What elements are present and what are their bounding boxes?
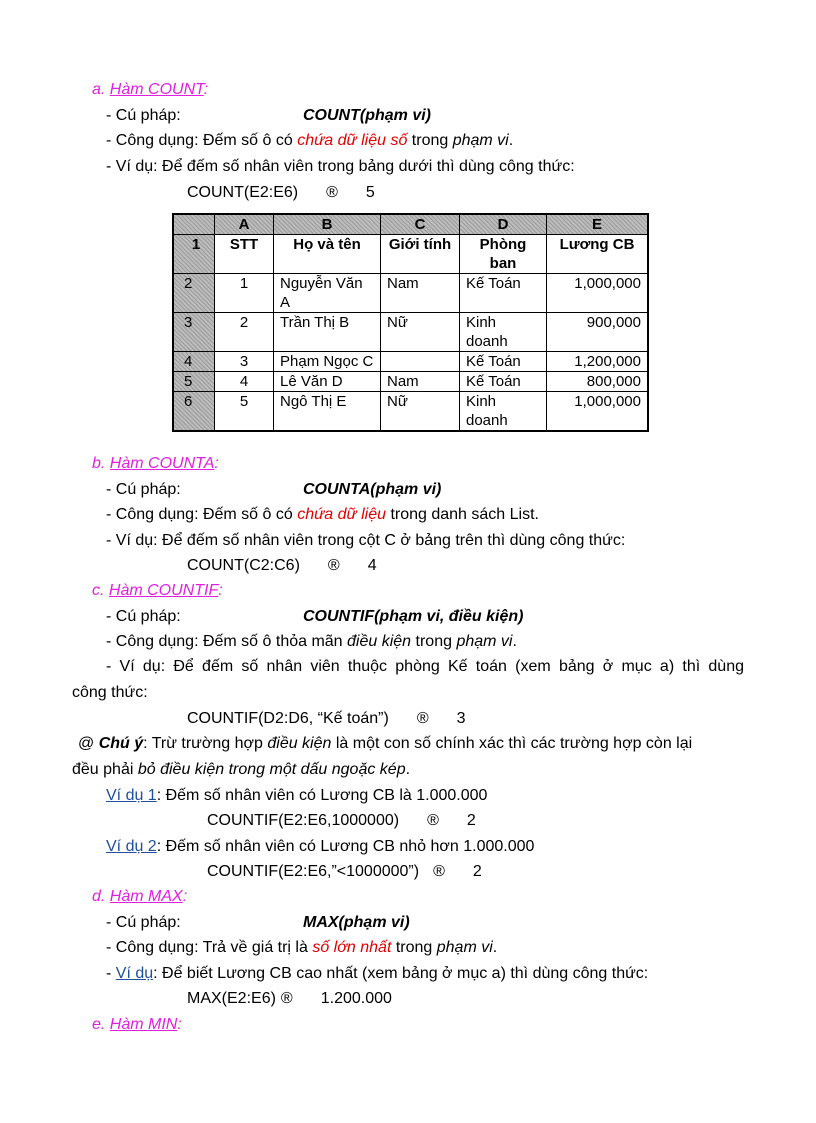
cell-salary: 900,000 [547,313,649,352]
header-gender: Giới tính [381,235,460,274]
cell-dept: Kế Toán [460,274,547,313]
countif-usage: - Công dụng: Đếm số ô thỏa mãn điều kiện trong phạm vi. [106,633,517,650]
table-row [173,392,648,432]
max-syntax-label: - Cú pháp: [106,914,181,931]
cell-dept: Kế Toán [460,372,547,392]
countif-syntax: COUNTIF(phạm vi, điều kiện) [303,608,524,625]
count-syntax: COUNT(phạm vi) [303,107,431,124]
col-header-c: C [381,214,460,235]
cell-name: Ngô Thị E [274,392,381,432]
cell-gender: Nam [381,274,460,313]
heading-count: a. Hàm COUNT: [92,81,209,98]
example1-link[interactable]: Ví dụ 1 [106,787,157,804]
cell-dept: Kinh doanh [460,313,547,352]
cell-salary: 1,000,000 [547,274,649,313]
table-row [173,352,648,372]
cell-stt: 2 [215,313,274,352]
table-row [173,235,648,274]
cell-stt: 3 [215,352,274,372]
cell-gender [381,352,460,372]
cell-gender: Nữ [381,313,460,352]
countif-example-line2: công thức: [72,684,148,701]
example2-formula: COUNTIF(E2:E6,”<1000000”) ® 2 [207,863,482,880]
counta-formula: COUNT(C2:C6) ® 4 [187,557,377,574]
cell-name: Lê Văn D [274,372,381,392]
col-header-b: B [274,214,381,235]
row-number: 4 [173,352,215,372]
example1-text: Ví dụ 1: Đếm số nhân viên có Lương CB là 1.000.000 [106,787,488,804]
max-example-link[interactable]: Ví dụ [115,965,154,982]
heading-counta: b. Hàm COUNTA: [92,455,219,472]
max-example: - Ví dụ: Để biết Lương CB cao nhất (xem bảng ở mục a) thì dùng công thức: [106,965,649,982]
cell-gender: Nữ [381,392,460,432]
cell-name: Trần Thị B [274,313,381,352]
countif-formula: COUNTIF(D2:D6, “Kế toán”) ® 3 [187,710,466,727]
example1-formula: COUNTIF(E2:E6,1000000) ® 2 [207,812,476,829]
table-row [173,313,648,352]
cell-salary: 800,000 [547,372,649,392]
cell-salary: 1,200,000 [547,352,649,372]
heading-countif: c. Hàm COUNTIF: [92,582,223,599]
max-usage: - Công dụng: Trả về giá trị là số lớn nhất trong phạm vi. [106,939,498,956]
col-header-a: A [215,214,274,235]
row-number: 2 [173,274,215,313]
cell-name: Phạm Ngọc C [274,352,381,372]
row-number: 5 [173,372,215,392]
col-header-e: E [547,214,649,235]
cell-salary: 1,000,000 [547,392,649,432]
header-dept: Phòng ban [460,235,547,274]
cell-dept: Kế Toán [460,352,547,372]
cell-gender: Nam [381,372,460,392]
header-salary: Lương CB [547,235,649,274]
cell-stt: 4 [215,372,274,392]
count-formula: COUNT(E2:E6) ® 5 [187,184,375,201]
note-line2: đều phải bỏ điều kiện trong một dấu ngoặc kép. [72,761,411,778]
example2-text: Ví dụ 2: Đếm số nhân viên có Lương CB nhỏ hơn 1.000.000 [106,838,535,855]
employee-table [172,213,649,432]
counta-example: - Ví dụ: Để đếm số nhân viên trong cột C ở bảng trên thì dùng công thức: [106,532,626,549]
count-usage: - Công dụng: Đếm số ô có chứa dữ liệu số trong phạm vi. [106,132,514,149]
max-syntax: MAX(phạm vi) [303,914,410,931]
row-number: 3 [173,313,215,352]
cell-dept: Kinh doanh [460,392,547,432]
table-row [173,372,648,392]
heading-min: e. Hàm MIN: [92,1016,182,1033]
cell-name: Nguyễn Văn A [274,274,381,313]
count-syntax-label: - Cú pháp: [106,107,181,124]
header-stt: STT [215,235,274,274]
countif-syntax-label: - Cú pháp: [106,608,181,625]
cell-stt: 5 [215,392,274,432]
cell-stt: 1 [215,274,274,313]
col-header-d: D [460,214,547,235]
counta-usage: - Công dụng: Đếm số ô có chứa dữ liệu trong danh sách List. [106,506,539,523]
row-number: 1 [173,235,215,274]
table-row [173,274,648,313]
header-name: Họ và tên [274,235,381,274]
counta-syntax: COUNTA(phạm vi) [303,481,442,498]
max-formula: MAX(E2:E6) ® 1.200.000 [187,990,392,1007]
corner-cell [173,214,215,235]
countif-example-line1: - Ví dụ: Để đếm số nhân viên thuộc phòng Kế toán (xem bảng ở mục a) thì dùng [106,658,744,675]
heading-max: d. Hàm MAX: [92,888,188,905]
count-example: - Ví dụ: Để đếm số nhân viên trong bảng dưới thì dùng công thức: [106,158,575,175]
row-number: 6 [173,392,215,432]
example2-link[interactable]: Ví dụ 2 [106,838,157,855]
note-line1: @ Chú ý: Trừ trường hợp điều kiện là một con số chính xác thì các trường hợp còn lại [78,735,693,752]
counta-syntax-label: - Cú pháp: [106,481,181,498]
